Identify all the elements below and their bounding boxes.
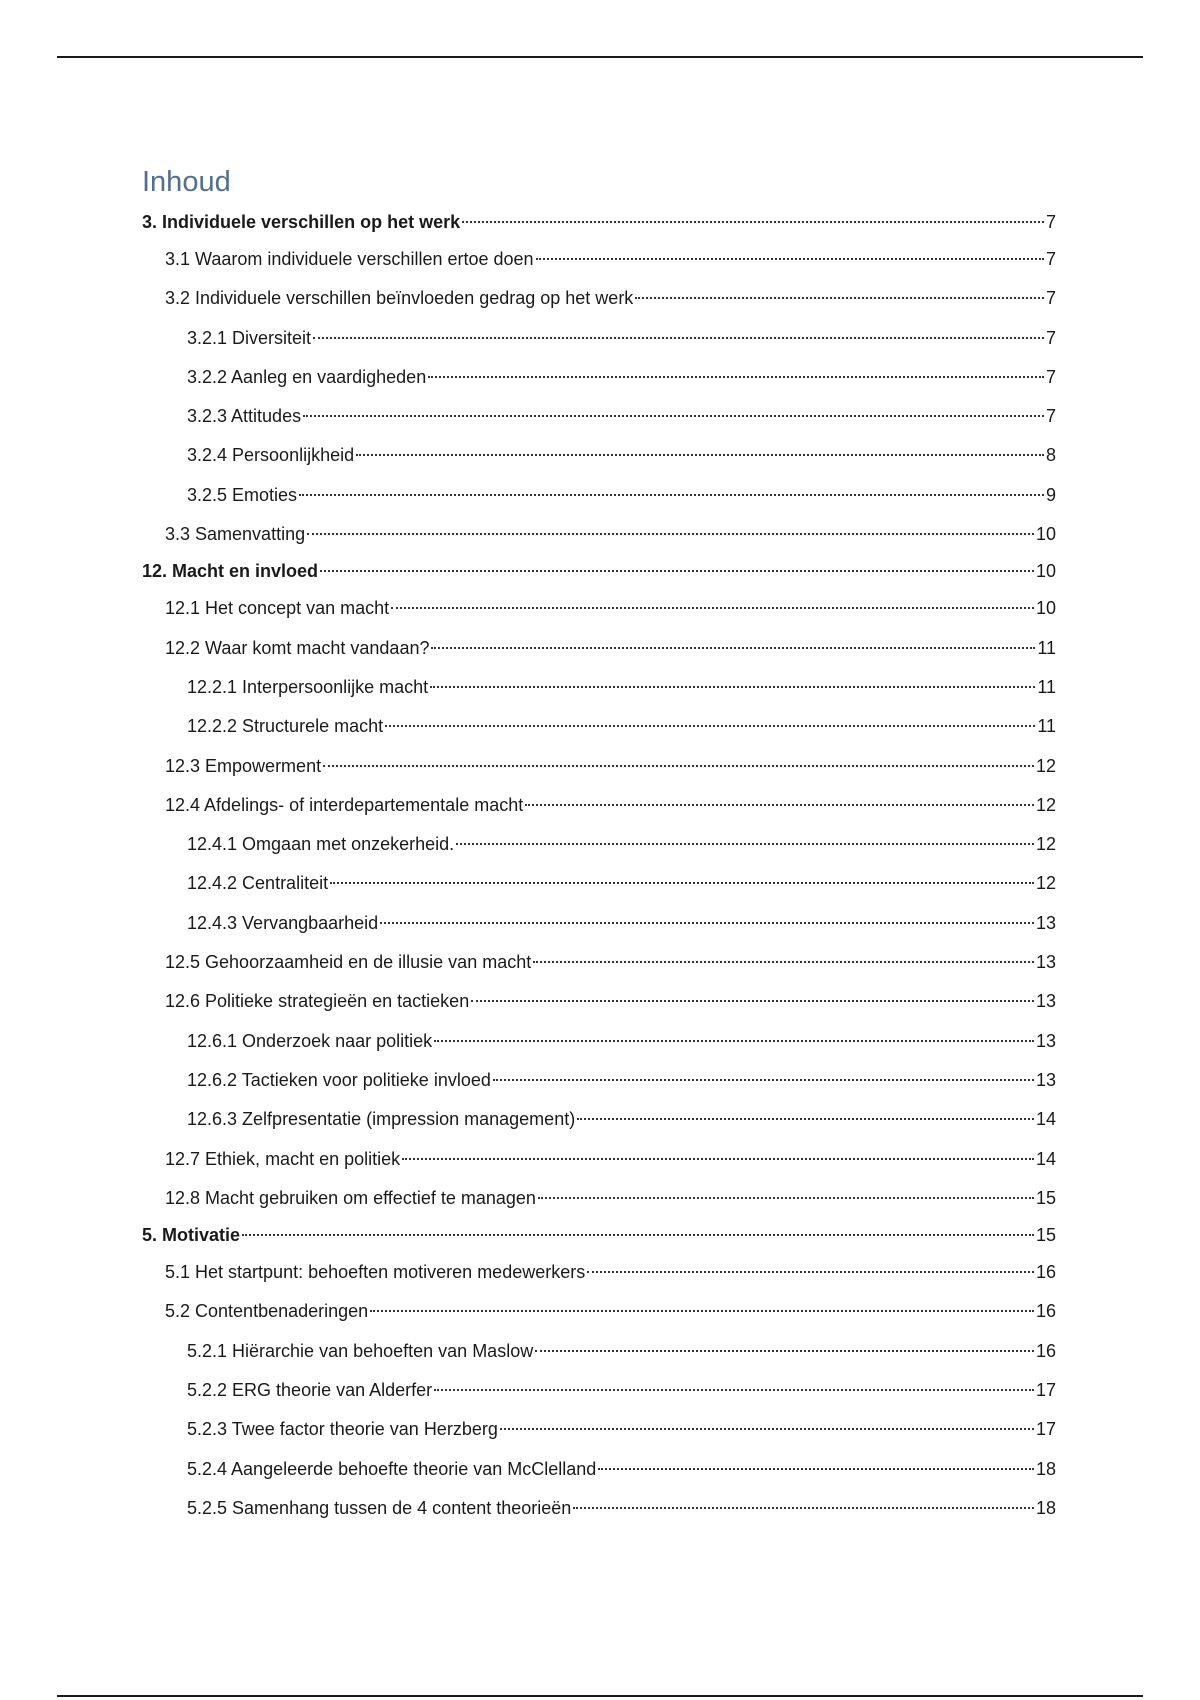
toc-entry-label: 12.4.3 Vervangbaarheid bbox=[187, 912, 379, 933]
toc-entry[interactable] bbox=[142, 1292, 1056, 1331]
toc-entry[interactable] bbox=[142, 1450, 1056, 1489]
toc-dot-leader bbox=[242, 1234, 1034, 1236]
toc-dot-leader bbox=[577, 1118, 1034, 1120]
toc-entry-page-number: 10 bbox=[1035, 598, 1056, 619]
toc-entry-label: 5.2.4 Aangeleerde behoefte theorie van McClelland bbox=[187, 1458, 597, 1479]
toc-dot-leader bbox=[462, 221, 1044, 223]
toc-dot-leader bbox=[320, 570, 1034, 572]
toc-entry-label: 12.1 Het concept van macht bbox=[165, 598, 390, 619]
toc-dot-leader bbox=[434, 1040, 1034, 1042]
toc-dot-leader bbox=[385, 725, 1035, 727]
toc-entry-page-number: 18 bbox=[1035, 1497, 1056, 1518]
toc-dot-leader bbox=[299, 494, 1044, 496]
toc-entry[interactable] bbox=[142, 864, 1056, 903]
toc-entry-label: 3.2.3 Attitudes bbox=[187, 406, 302, 427]
toc-dot-leader bbox=[587, 1271, 1034, 1273]
toc-entry[interactable] bbox=[142, 476, 1056, 515]
toc-entry-page-number: 13 bbox=[1035, 912, 1056, 933]
toc-entry[interactable] bbox=[142, 1332, 1056, 1371]
toc-entry-page-number: 10 bbox=[1035, 524, 1056, 545]
toc-entry-page-number: 15 bbox=[1035, 1225, 1056, 1246]
toc-entry[interactable] bbox=[142, 554, 1056, 589]
toc-entry-label: 12.2.2 Structurele macht bbox=[187, 716, 384, 737]
toc-entry-label: 12.2 Waar komt macht vandaan? bbox=[165, 637, 430, 658]
toc-entry[interactable] bbox=[142, 1253, 1056, 1292]
toc-entry-page-number: 14 bbox=[1035, 1148, 1056, 1169]
toc-entry-page-number: 17 bbox=[1035, 1380, 1056, 1401]
toc-entry[interactable] bbox=[142, 319, 1056, 358]
toc-entry-page-number: 16 bbox=[1035, 1340, 1056, 1361]
toc-entry[interactable] bbox=[142, 707, 1056, 746]
toc-entry-label: 3.2.5 Emoties bbox=[187, 484, 298, 505]
toc-entry-label: 12.6.2 Tactieken voor politieke invloed bbox=[187, 1069, 491, 1090]
toc-dot-leader bbox=[538, 1197, 1034, 1199]
toc-entry[interactable] bbox=[142, 1061, 1056, 1100]
toc-entry-page-number: 12 bbox=[1035, 834, 1056, 855]
toc-entry[interactable] bbox=[142, 1218, 1056, 1253]
toc-dot-leader bbox=[456, 843, 1034, 845]
toc-entry-label: 3. Individuele verschillen op het werk bbox=[142, 212, 461, 232]
toc-entry[interactable] bbox=[142, 1022, 1056, 1061]
toc-dot-leader bbox=[536, 258, 1044, 260]
toc-entry-label: 5.2.1 Hiërarchie van behoeften van Maslow bbox=[187, 1340, 534, 1361]
toc-entry[interactable] bbox=[142, 279, 1056, 318]
toc-entry-page-number: 12 bbox=[1035, 794, 1056, 815]
toc-entry-page-number: 13 bbox=[1035, 991, 1056, 1012]
toc-entry-page-number: 10 bbox=[1035, 561, 1056, 582]
toc-dot-leader bbox=[330, 882, 1034, 884]
toc-entry-label: 3.2.4 Persoonlijkheid bbox=[187, 445, 355, 466]
toc-dot-leader bbox=[428, 376, 1044, 378]
toc-entry-page-number: 16 bbox=[1035, 1262, 1056, 1283]
toc-dot-leader bbox=[380, 922, 1034, 924]
toc-entry-label: 5.2.2 ERG theorie van Alderfer bbox=[187, 1380, 433, 1401]
toc-dot-leader bbox=[598, 1468, 1034, 1470]
toc-entry-page-number: 14 bbox=[1035, 1109, 1056, 1130]
toc-entry-page-number: 16 bbox=[1035, 1301, 1056, 1322]
table-of-contents bbox=[142, 205, 1056, 1528]
toc-dot-leader bbox=[402, 1158, 1034, 1160]
toc-entry-page-number: 12 bbox=[1035, 873, 1056, 894]
toc-entry-label: 12.6.3 Zelfpresentatie (impression management) bbox=[187, 1109, 576, 1130]
toc-dot-leader bbox=[500, 1428, 1034, 1430]
toc-entry-label: 12. Macht en invloed bbox=[142, 561, 319, 582]
toc-entry-page-number: 17 bbox=[1035, 1419, 1056, 1440]
toc-entry-label: 12.3 Empowerment bbox=[165, 755, 322, 776]
toc-entry-page-number: 13 bbox=[1035, 1030, 1056, 1051]
toc-entry-label: 12.6 Politieke strategieën en tactieken bbox=[165, 991, 470, 1012]
toc-entry-page-number: 18 bbox=[1035, 1458, 1056, 1479]
toc-dot-leader bbox=[431, 647, 1035, 649]
toc-entry-page-number: 9 bbox=[1045, 484, 1056, 505]
toc-entry-label: 3.2.1 Diversiteit bbox=[187, 327, 312, 348]
toc-entry-page-number: 7 bbox=[1045, 327, 1056, 348]
toc-entry-page-number: 11 bbox=[1037, 716, 1056, 737]
toc-entry[interactable] bbox=[142, 1371, 1056, 1410]
toc-entry[interactable] bbox=[142, 982, 1056, 1021]
toc-entry[interactable] bbox=[142, 1140, 1056, 1179]
toc-dot-leader bbox=[307, 533, 1034, 535]
toc-entry[interactable] bbox=[142, 1100, 1056, 1139]
toc-dot-leader bbox=[323, 765, 1034, 767]
toc-entry-page-number: 7 bbox=[1045, 406, 1056, 427]
toc-entry[interactable] bbox=[142, 904, 1056, 943]
toc-entry[interactable] bbox=[142, 589, 1056, 628]
toc-entry-label: 12.4.1 Omgaan met onzekerheid. bbox=[187, 834, 455, 855]
toc-entry[interactable] bbox=[142, 1179, 1056, 1218]
toc-entry-page-number: 7 bbox=[1045, 366, 1056, 387]
toc-entry-label: 3.2.2 Aanleg en vaardigheden bbox=[187, 366, 427, 387]
toc-entry-page-number: 7 bbox=[1045, 212, 1056, 232]
toc-dot-leader bbox=[493, 1079, 1034, 1081]
toc-entry-page-number: 13 bbox=[1035, 952, 1056, 973]
toc-entry-label: 12.2.1 Interpersoonlijke macht bbox=[187, 676, 429, 697]
toc-entry[interactable] bbox=[142, 436, 1056, 475]
toc-entry[interactable] bbox=[142, 629, 1056, 668]
header-rule bbox=[57, 56, 1143, 58]
toc-entry[interactable] bbox=[142, 240, 1056, 279]
toc-entry-label: 5. Motivatie bbox=[142, 1225, 241, 1246]
toc-entry[interactable] bbox=[142, 786, 1056, 825]
toc-entry-label: 3.1 Waarom individuele verschillen ertoe doen bbox=[165, 249, 534, 269]
toc-title: Inhoud bbox=[142, 166, 231, 198]
toc-entry-page-number: 15 bbox=[1035, 1187, 1056, 1208]
toc-dot-leader bbox=[471, 1000, 1034, 1002]
toc-entry-page-number: 7 bbox=[1045, 288, 1056, 309]
toc-dot-leader bbox=[391, 607, 1034, 609]
toc-entry-page-number: 11 bbox=[1037, 637, 1056, 658]
toc-entry-page-number: 13 bbox=[1035, 1069, 1056, 1090]
toc-entry-label: 12.7 Ethiek, macht en politiek bbox=[165, 1148, 401, 1169]
toc-dot-leader bbox=[635, 297, 1044, 299]
toc-entry-label: 5.1 Het startpunt: behoeften motiveren medewerkers bbox=[165, 1262, 586, 1283]
toc-entry[interactable] bbox=[142, 668, 1056, 707]
toc-entry[interactable] bbox=[142, 943, 1056, 982]
toc-dot-leader bbox=[303, 415, 1044, 417]
toc-dot-leader bbox=[434, 1389, 1034, 1391]
toc-entry[interactable] bbox=[142, 515, 1056, 554]
toc-dot-leader bbox=[356, 454, 1044, 456]
toc-dot-leader bbox=[533, 961, 1034, 963]
toc-entry-label: 5.2.3 Twee factor theorie van Herzberg bbox=[187, 1419, 498, 1440]
toc-entry-label: 12.5 Gehoorzaamheid en de illusie van macht bbox=[165, 952, 532, 973]
footer-rule bbox=[57, 1695, 1143, 1697]
toc-dot-leader bbox=[430, 686, 1035, 688]
toc-entry[interactable] bbox=[142, 1489, 1056, 1528]
toc-entry-page-number: 11 bbox=[1037, 676, 1056, 697]
toc-entry-label: 12.4.2 Centraliteit bbox=[187, 873, 329, 894]
toc-entry-label: 12.8 Macht gebruiken om effectief te managen bbox=[165, 1187, 536, 1208]
toc-entry[interactable] bbox=[142, 397, 1056, 436]
toc-entry-label: 3.2 Individuele verschillen beïnvloeden gedrag op het werk bbox=[165, 288, 634, 309]
toc-entry[interactable] bbox=[142, 358, 1056, 397]
toc-dot-leader bbox=[573, 1507, 1034, 1509]
toc-entry-label: 12.4 Afdelings- of interdepartementale macht bbox=[165, 794, 524, 815]
toc-entry[interactable] bbox=[142, 1410, 1056, 1449]
toc-entry[interactable] bbox=[142, 747, 1056, 786]
toc-entry-label: 3.3 Samenvatting bbox=[165, 524, 306, 545]
toc-entry-page-number: 8 bbox=[1045, 445, 1056, 466]
toc-dot-leader bbox=[525, 804, 1034, 806]
toc-entry[interactable] bbox=[142, 825, 1056, 864]
toc-entry-label: 5.2 Contentbenaderingen bbox=[165, 1301, 369, 1322]
toc-entry-label: 5.2.5 Samenhang tussen de 4 content theorieën bbox=[187, 1497, 572, 1518]
toc-entry-label: 12.6.1 Onderzoek naar politiek bbox=[187, 1030, 433, 1051]
toc-entry-page-number: 7 bbox=[1045, 249, 1056, 269]
toc-dot-leader bbox=[370, 1310, 1034, 1312]
toc-entry-page-number: 12 bbox=[1035, 755, 1056, 776]
toc-dot-leader bbox=[313, 337, 1044, 339]
toc-dot-leader bbox=[535, 1350, 1034, 1352]
toc-entry[interactable] bbox=[142, 205, 1056, 240]
